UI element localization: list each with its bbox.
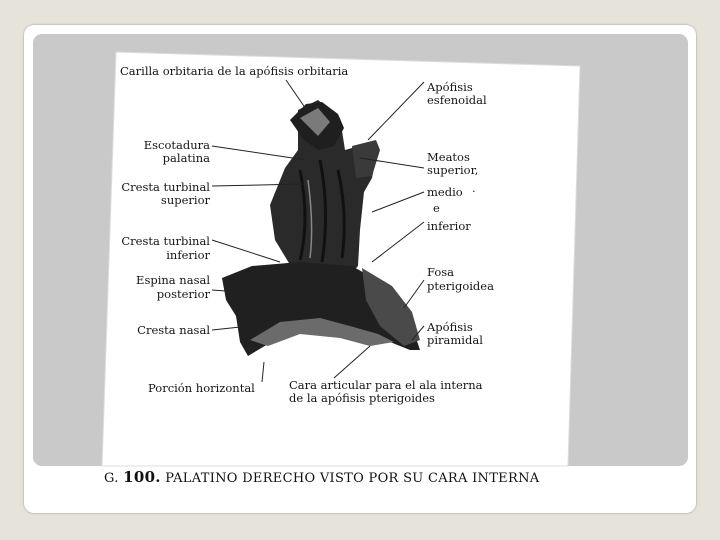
label-cresta-turbinal-inferior-line1: Cresta turbinal <box>121 234 210 248</box>
label-meatos-dot: · <box>472 184 476 198</box>
label-espina-nasal-line2: posterior <box>156 287 210 301</box>
label-apofisis-piramidal-line2: piramidal <box>427 333 483 347</box>
label-apofisis-esfenoidal-line1: Apófisis <box>427 80 473 94</box>
label-espina-nasal-line1: Espina nasal <box>136 273 210 287</box>
label-meatos-line2: superior, <box>427 163 479 177</box>
label-cresta-turbinal-superior-line2: superior <box>160 193 210 207</box>
caption-text: PALATINO DERECHO VISTO POR SU CARA INTERNA <box>165 471 540 486</box>
caption-prefix: G. <box>104 471 119 486</box>
label-meatos-line3: medio <box>427 185 463 199</box>
figure-caption <box>104 468 539 486</box>
label-cresta-nasal: Cresta nasal <box>137 323 210 337</box>
caption-number: 100. <box>123 468 161 486</box>
label-cresta-turbinal-inferior-line2: inferior <box>166 248 210 262</box>
label-apofisis-piramidal-line1: Apófisis <box>427 320 473 334</box>
label-apofisis-esfenoidal-line2: esfenoidal <box>427 93 487 107</box>
label-cara-articular-line1: Cara articular para el ala interna <box>289 378 483 392</box>
label-meatos-line4: e <box>433 201 440 215</box>
label-fosa-line1: Fosa <box>427 265 455 279</box>
label-cresta-turbinal-superior-line1: Cresta turbinal <box>121 180 210 194</box>
label-fosa-line2: pterigoidea <box>427 279 494 293</box>
label-carilla-orbitaria: Carilla orbitaria de la apófisis orbitaria <box>120 64 349 78</box>
label-escotadura-line2: palatina <box>162 151 210 165</box>
label-meatos-line1: Meatos <box>427 150 470 164</box>
label-meatos-line5: inferior <box>427 219 471 233</box>
label-escotadura-line1: Escotadura <box>143 138 210 152</box>
label-cara-articular-line2: de la apófisis pterigoides <box>289 391 435 405</box>
label-porcion-horizontal: Porción horizontal <box>148 381 255 395</box>
